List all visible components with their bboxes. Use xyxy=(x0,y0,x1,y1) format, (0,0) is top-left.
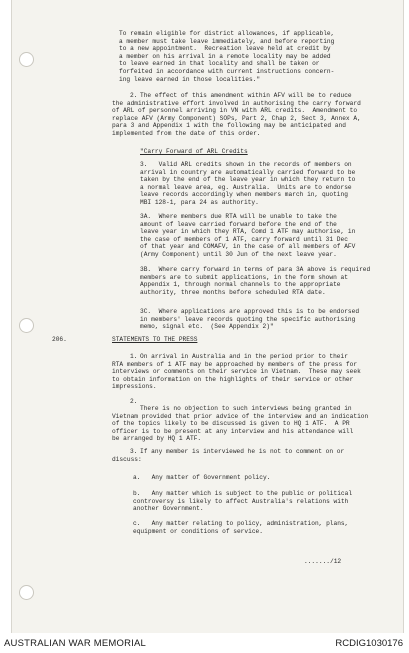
intro-paragraph xyxy=(119,30,334,83)
text-line: arrival in country are automatically carried forward to be xyxy=(140,168,356,176)
text-line: leave records accordingly when members march in, quoting xyxy=(140,191,348,199)
text-line: equipment or conditions of service. xyxy=(133,527,263,535)
para-3a xyxy=(140,213,355,259)
text-line: of ARL of personnel arriving in VN with ARL credits. Amendment to xyxy=(112,107,358,115)
text-line: leave year in which they RTA, Comd 1 ATF may authorise, in xyxy=(140,228,356,236)
para-3b xyxy=(140,266,370,296)
footer-id: RCDIG1030176 xyxy=(335,638,403,649)
text-line: memo, signal etc. (See Appendix 2)" xyxy=(140,323,274,331)
continuation-mark: ......./12 xyxy=(304,558,342,565)
para-3c xyxy=(140,308,359,331)
document-text xyxy=(12,0,403,633)
text-line: a member must take leave immediately, and before reporting xyxy=(119,37,335,45)
para-2 xyxy=(112,92,361,138)
item-c xyxy=(133,520,348,535)
para-3 xyxy=(140,161,355,207)
text-line: 3B. Where carry forward in terms of para 3A above is required xyxy=(140,266,371,273)
text-line: authority, three months before scheduled RTA date. xyxy=(140,288,326,296)
text-line: RTA members of 1 ATF may be approached by members of the press for xyxy=(112,360,358,368)
text-line: forfeited in accordance with current instructions concern- xyxy=(119,67,335,75)
press-para-1 xyxy=(112,353,361,391)
s1-number: 1. xyxy=(130,353,138,360)
text-line: the administrative effort involved in authorising the carry forward xyxy=(112,99,361,107)
press-para-2 xyxy=(112,405,368,443)
s3-number: 3. xyxy=(130,448,138,455)
text-line: of that year and COMAFV, in the case of all members of AFV xyxy=(140,243,356,251)
text-line: On arrival in Australia and in the period prior to their xyxy=(140,353,348,360)
text-line: Appendix 1, through normal channels to the appropriate xyxy=(140,281,341,289)
text-line: ing leave earned in those localities." xyxy=(119,75,261,83)
text-line: There is no objection to such interviews being granted in xyxy=(140,405,352,412)
text-line: c. Any matter relating to policy, administration, plans, xyxy=(133,520,349,527)
text-line: of the topics likely to be discussed is given to HQ 1 ATF. A PR xyxy=(112,420,350,428)
text-line: replace AFV (Army Component) SOPs, Part 2, Chap 2, Sect 3, Annex A, xyxy=(112,114,361,122)
carry-forward-heading: "Carry Forward of ARL Credits xyxy=(140,148,248,155)
footer-source: AUSTRALIAN WAR MEMORIAL xyxy=(4,638,147,649)
item-b xyxy=(133,490,352,513)
text-line: 3A. Where members due RTA will be unable to take the xyxy=(140,213,337,220)
text-line: b. Any matter which is subject to the public or political xyxy=(133,490,353,497)
text-line: If any member is interviewed he is not to comment on or xyxy=(140,448,345,455)
text-line: to obtain information on the highlights of their service or other xyxy=(112,375,354,383)
para-2-number: 2. xyxy=(130,92,138,99)
text-line: amount of leave carried forward before the end of the xyxy=(140,220,337,228)
archive-footer xyxy=(0,633,409,653)
text-line: officer is to be present at any interview and his attendance will xyxy=(112,427,354,435)
text-line: discuss: xyxy=(112,455,142,463)
text-line: Vietnam provided that prior advice of the interview and an indication xyxy=(112,412,369,420)
text-line: 3C. Where applications are approved this is to be endorsed xyxy=(140,308,360,315)
text-line: taken by the end of the leave year in which they return to xyxy=(140,176,356,184)
text-line: interviews or comments on their service in Vietnam. These may seek xyxy=(112,368,361,376)
text-line: to a new appointment. Recreation leave held at credit by xyxy=(119,45,331,53)
document-page xyxy=(12,0,403,633)
s2-number: 2. xyxy=(130,398,138,405)
text-line: in members' leave records quoting the specific authorising xyxy=(140,315,356,323)
text-line: To remain eligible for district allowances, if applicable, xyxy=(119,30,335,37)
item-a: a. Any matter of Government policy. xyxy=(133,474,271,481)
text-line: 3. Valid ARL credits shown in the records of members on xyxy=(140,161,352,168)
text-line: controversy is likely to affect Australia's relations with xyxy=(133,497,349,505)
text-line: The effect of this amendment within AFV will be to reduce xyxy=(140,92,352,99)
section-number: 206. xyxy=(52,336,67,343)
text-line: a member on his arrival in a remote locality may be added xyxy=(119,52,331,60)
text-line: the case of members of 1 ATF, carry forward until 31 Dec xyxy=(140,235,348,243)
section-heading: STATEMENTS TO THE PRESS xyxy=(112,336,198,343)
text-line: MBI 128-1, para 24 as authority. xyxy=(140,198,259,206)
text-line: to leave earned in that locality and shall be taken or xyxy=(119,60,320,68)
press-para-3 xyxy=(112,448,344,463)
text-line: implemented from the date of this order. xyxy=(112,129,261,137)
text-line: a normal leave area, eg. Australia. Units are to endorse xyxy=(140,183,352,191)
text-line: (Army Component) until 30 Jun of the next leave year. xyxy=(140,250,337,258)
text-line: para 3 and Appendix 1 with the following may be anticipated and xyxy=(112,122,346,130)
text-line: members are to submit applications, in the form shown at xyxy=(140,273,348,281)
text-line: another Government. xyxy=(133,505,204,513)
text-line: impressions. xyxy=(112,383,157,391)
text-line: be arranged by HQ 1 ATF. xyxy=(112,435,202,443)
